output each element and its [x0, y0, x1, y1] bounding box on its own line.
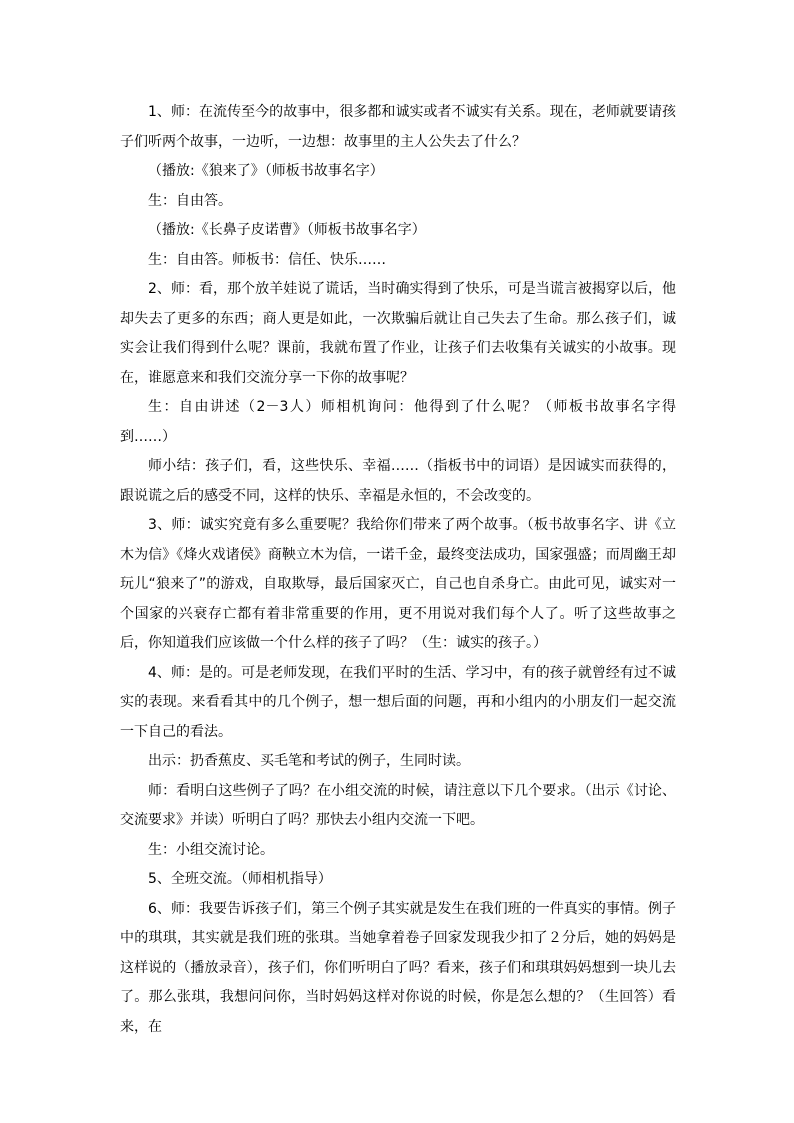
paragraph: 6、师：我要告诉孩子们，第三个例子其实就是发生在我们班的一件真实的事情。例子中的琪琪，其实就是我们班的张琪。当她拿着卷子回家发现我少扣了２分后，她的妈妈是这样说的（播放录音），孩子们，你们听明白了吗？看来，孩子们和琪琪妈妈想到一块儿去了。那么张琪，我想问问你，当时妈妈这样对你说的时候，你是怎么想的？（生回答）看来，在 — [120, 900, 676, 1035]
paragraph: 2、师：看，那个放羊娃说了谎话，当时确实得到了快乐，可是当谎言被揭穿以后，他却失去了更多的东西；商人更是如此，一次欺骗后就让自己失去了生命。那么孩子们，诚实会让我们得到什么呢？课前，我就布置了作业，让孩子们去收集有关诚实的小故事。现在，谁愿意来和我们交流分享一下你的故事呢？ — [120, 281, 676, 386]
paragraph: （播放:《长鼻子皮诺曹》（师板书故事名字） — [148, 222, 426, 238]
paragraph: 生：自由答。师板书：信任、快乐…… — [148, 251, 386, 268]
paragraph: 生：自由讲述（2－3人）师相机询问：他得到了什么呢？（师板书故事名字得到……） — [120, 399, 676, 445]
paragraph: 生：小组交流讨论。 — [148, 841, 274, 858]
paragraph: 5、全班交流。（师相机指导） — [148, 871, 332, 887]
paragraph: 师小结：孩子们，看，这些快乐、幸福……（指板书中的词语）是因诚实而获得的，跟说谎之后的感受不同，这样的快乐、幸福是永恒的，不会改变的。 — [120, 458, 676, 504]
document-page — [120, 98, 676, 1042]
paragraph: 出示：扔香蕉皮、买毛笔和考试的例子，生同时读。 — [148, 753, 470, 769]
paragraph: 生：自由答。 — [148, 192, 232, 209]
paragraph: 3、师：诚实究竟有多么重要呢？我给你们带来了两个故事。（板书故事名字、讲《立木为信》《烽火戏诸侯》商鞅立木为信，一诺千金，最终变法成功，国家强盛；而周幽王却玩儿“狼来了”的游戏，自取欺辱，最后国家灭亡，自己也自杀身亡。由此可见，诚实对一个国家的兴衰存亡都有着非常重要的作用，更不用说对我们每个人了。听了这些故事之后，你知道我们应该做一个什么样的孩子了吗？（生：诚实的孩子。） — [120, 517, 676, 651]
paragraph: 4、师：是的。可是老师发现，在我们平时的生活、学习中，有的孩子就曾经有过不诚实的表现。来看看其中的几个例子，想一想后面的问题，再和小组内的小朋友们一起交流一下自己的看法。 — [120, 664, 676, 740]
paragraph: 师：看明白这些例子了吗？在小组交流的时候，请注意以下几个要求。（出示《讨论、交流要求》并读）听明白了吗？那快去小组内交流一下吧。 — [120, 782, 676, 828]
paragraph: 1、师：在流传至今的故事中，很多都和诚实或者不诚实有关系。现在，老师就要请孩子们听两个故事，一边听，一边想：故事里的主人公失去了什么？ — [120, 104, 676, 150]
paragraph: （播放:《狼来了》（师板书故事名字） — [148, 163, 384, 179]
